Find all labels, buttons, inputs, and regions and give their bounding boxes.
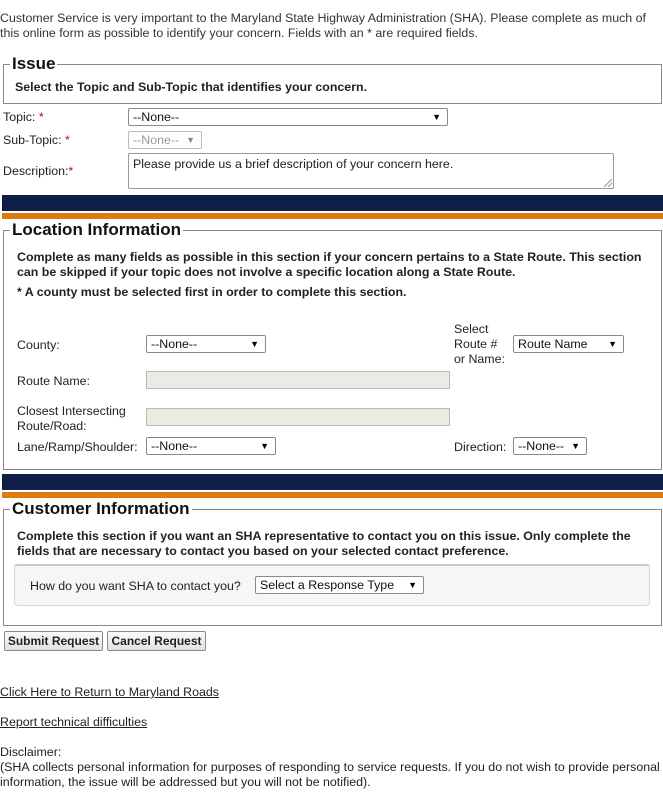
route-type-select[interactable] bbox=[513, 335, 624, 353]
route-type-select-value: Route Name bbox=[518, 337, 588, 351]
direction-label: Direction: bbox=[454, 440, 507, 454]
customer-instruction: Complete this section if you want an SHA representative to contact you on this issue. Only complete the fields that are necessary to contact you based on your selected contact preference. bbox=[17, 529, 631, 558]
closest-route-label: Closest Intersecting Route/Road: bbox=[17, 404, 126, 433]
county-select-value: --None-- bbox=[151, 337, 198, 351]
submit-button[interactable]: Submit Request bbox=[4, 631, 103, 651]
closest-route-input[interactable] bbox=[146, 408, 450, 426]
county-note: * A county must be selected first in order to complete this section. bbox=[17, 285, 407, 299]
contact-select[interactable] bbox=[255, 576, 424, 594]
chevron-down-icon: ▼ bbox=[432, 112, 441, 122]
contact-select-value: Select a Response Type bbox=[260, 578, 395, 592]
cancel-button[interactable]: Cancel Request bbox=[107, 631, 206, 651]
chevron-down-icon: ▼ bbox=[608, 339, 617, 349]
section-divider-orange bbox=[2, 213, 663, 219]
required-mark: * bbox=[68, 164, 74, 178]
subtopic-label: Sub-Topic: * bbox=[3, 133, 70, 147]
chevron-down-icon: ▼ bbox=[250, 339, 259, 349]
description-label: Description:* bbox=[3, 164, 74, 178]
direction-select[interactable] bbox=[513, 437, 587, 455]
description-textarea[interactable] bbox=[128, 153, 614, 189]
subtopic-select[interactable] bbox=[128, 131, 202, 149]
chevron-down-icon: ▼ bbox=[571, 441, 580, 451]
return-link[interactable]: Click Here to Return to Maryland Roads bbox=[0, 685, 219, 699]
customer-section bbox=[3, 500, 662, 626]
report-link[interactable]: Report technical difficulties bbox=[0, 715, 148, 729]
subtopic-select-value: --None-- bbox=[133, 133, 180, 147]
section-divider-navy bbox=[2, 195, 663, 211]
route-name-label: Route Name: bbox=[17, 374, 91, 388]
section-divider-navy bbox=[2, 474, 663, 490]
lane-select[interactable] bbox=[146, 437, 276, 455]
issue-legend: Issue bbox=[12, 54, 56, 73]
county-select[interactable] bbox=[146, 335, 266, 353]
topic-label: Topic: * bbox=[3, 110, 44, 124]
required-mark: * bbox=[65, 133, 70, 147]
route-name-input[interactable] bbox=[146, 371, 450, 389]
lane-label: Lane/Ramp/Shoulder: bbox=[17, 440, 138, 454]
lane-select-value: --None-- bbox=[151, 439, 198, 453]
topic-select-value: --None-- bbox=[133, 110, 180, 124]
chevron-down-icon: ▼ bbox=[260, 441, 269, 451]
county-label: County: bbox=[17, 338, 60, 352]
direction-select-value: --None-- bbox=[518, 439, 565, 453]
intro-text: Customer Service is very important to the Maryland State Highway Administration (SHA). Please complete as much of this online form as possible to identify your concern. Fields with an * are required fields. bbox=[0, 11, 646, 40]
chevron-down-icon: ▼ bbox=[408, 580, 417, 590]
topic-select[interactable] bbox=[128, 108, 448, 126]
disclaimer-title: Disclaimer: bbox=[0, 745, 62, 759]
customer-legend: Customer Information bbox=[12, 499, 190, 518]
section-divider-orange bbox=[2, 492, 663, 498]
location-legend: Location Information bbox=[12, 220, 182, 239]
disclaimer-text: (SHA collects personal information for purposes of responding to service requests. If you do not wish to provide personal information, the issue will be addressed but you will not be notified). bbox=[0, 760, 660, 789]
description-placeholder: Please provide us a brief description of your concern here. bbox=[133, 157, 454, 171]
contact-label: How do you want SHA to contact you? bbox=[30, 579, 241, 593]
select-route-label: Select Route # or Name: bbox=[454, 322, 505, 366]
resize-grip-icon[interactable] bbox=[604, 179, 612, 187]
location-instruction: Complete as many fields as possible in this section if your concern pertains to a State Route. This section can be skipped if your topic does not involve a specific location along a State Route. bbox=[17, 250, 642, 279]
required-mark: * bbox=[38, 110, 44, 124]
chevron-down-icon: ▼ bbox=[186, 135, 195, 145]
issue-instruction: Select the Topic and Sub-Topic that identifies your concern. bbox=[15, 80, 368, 94]
